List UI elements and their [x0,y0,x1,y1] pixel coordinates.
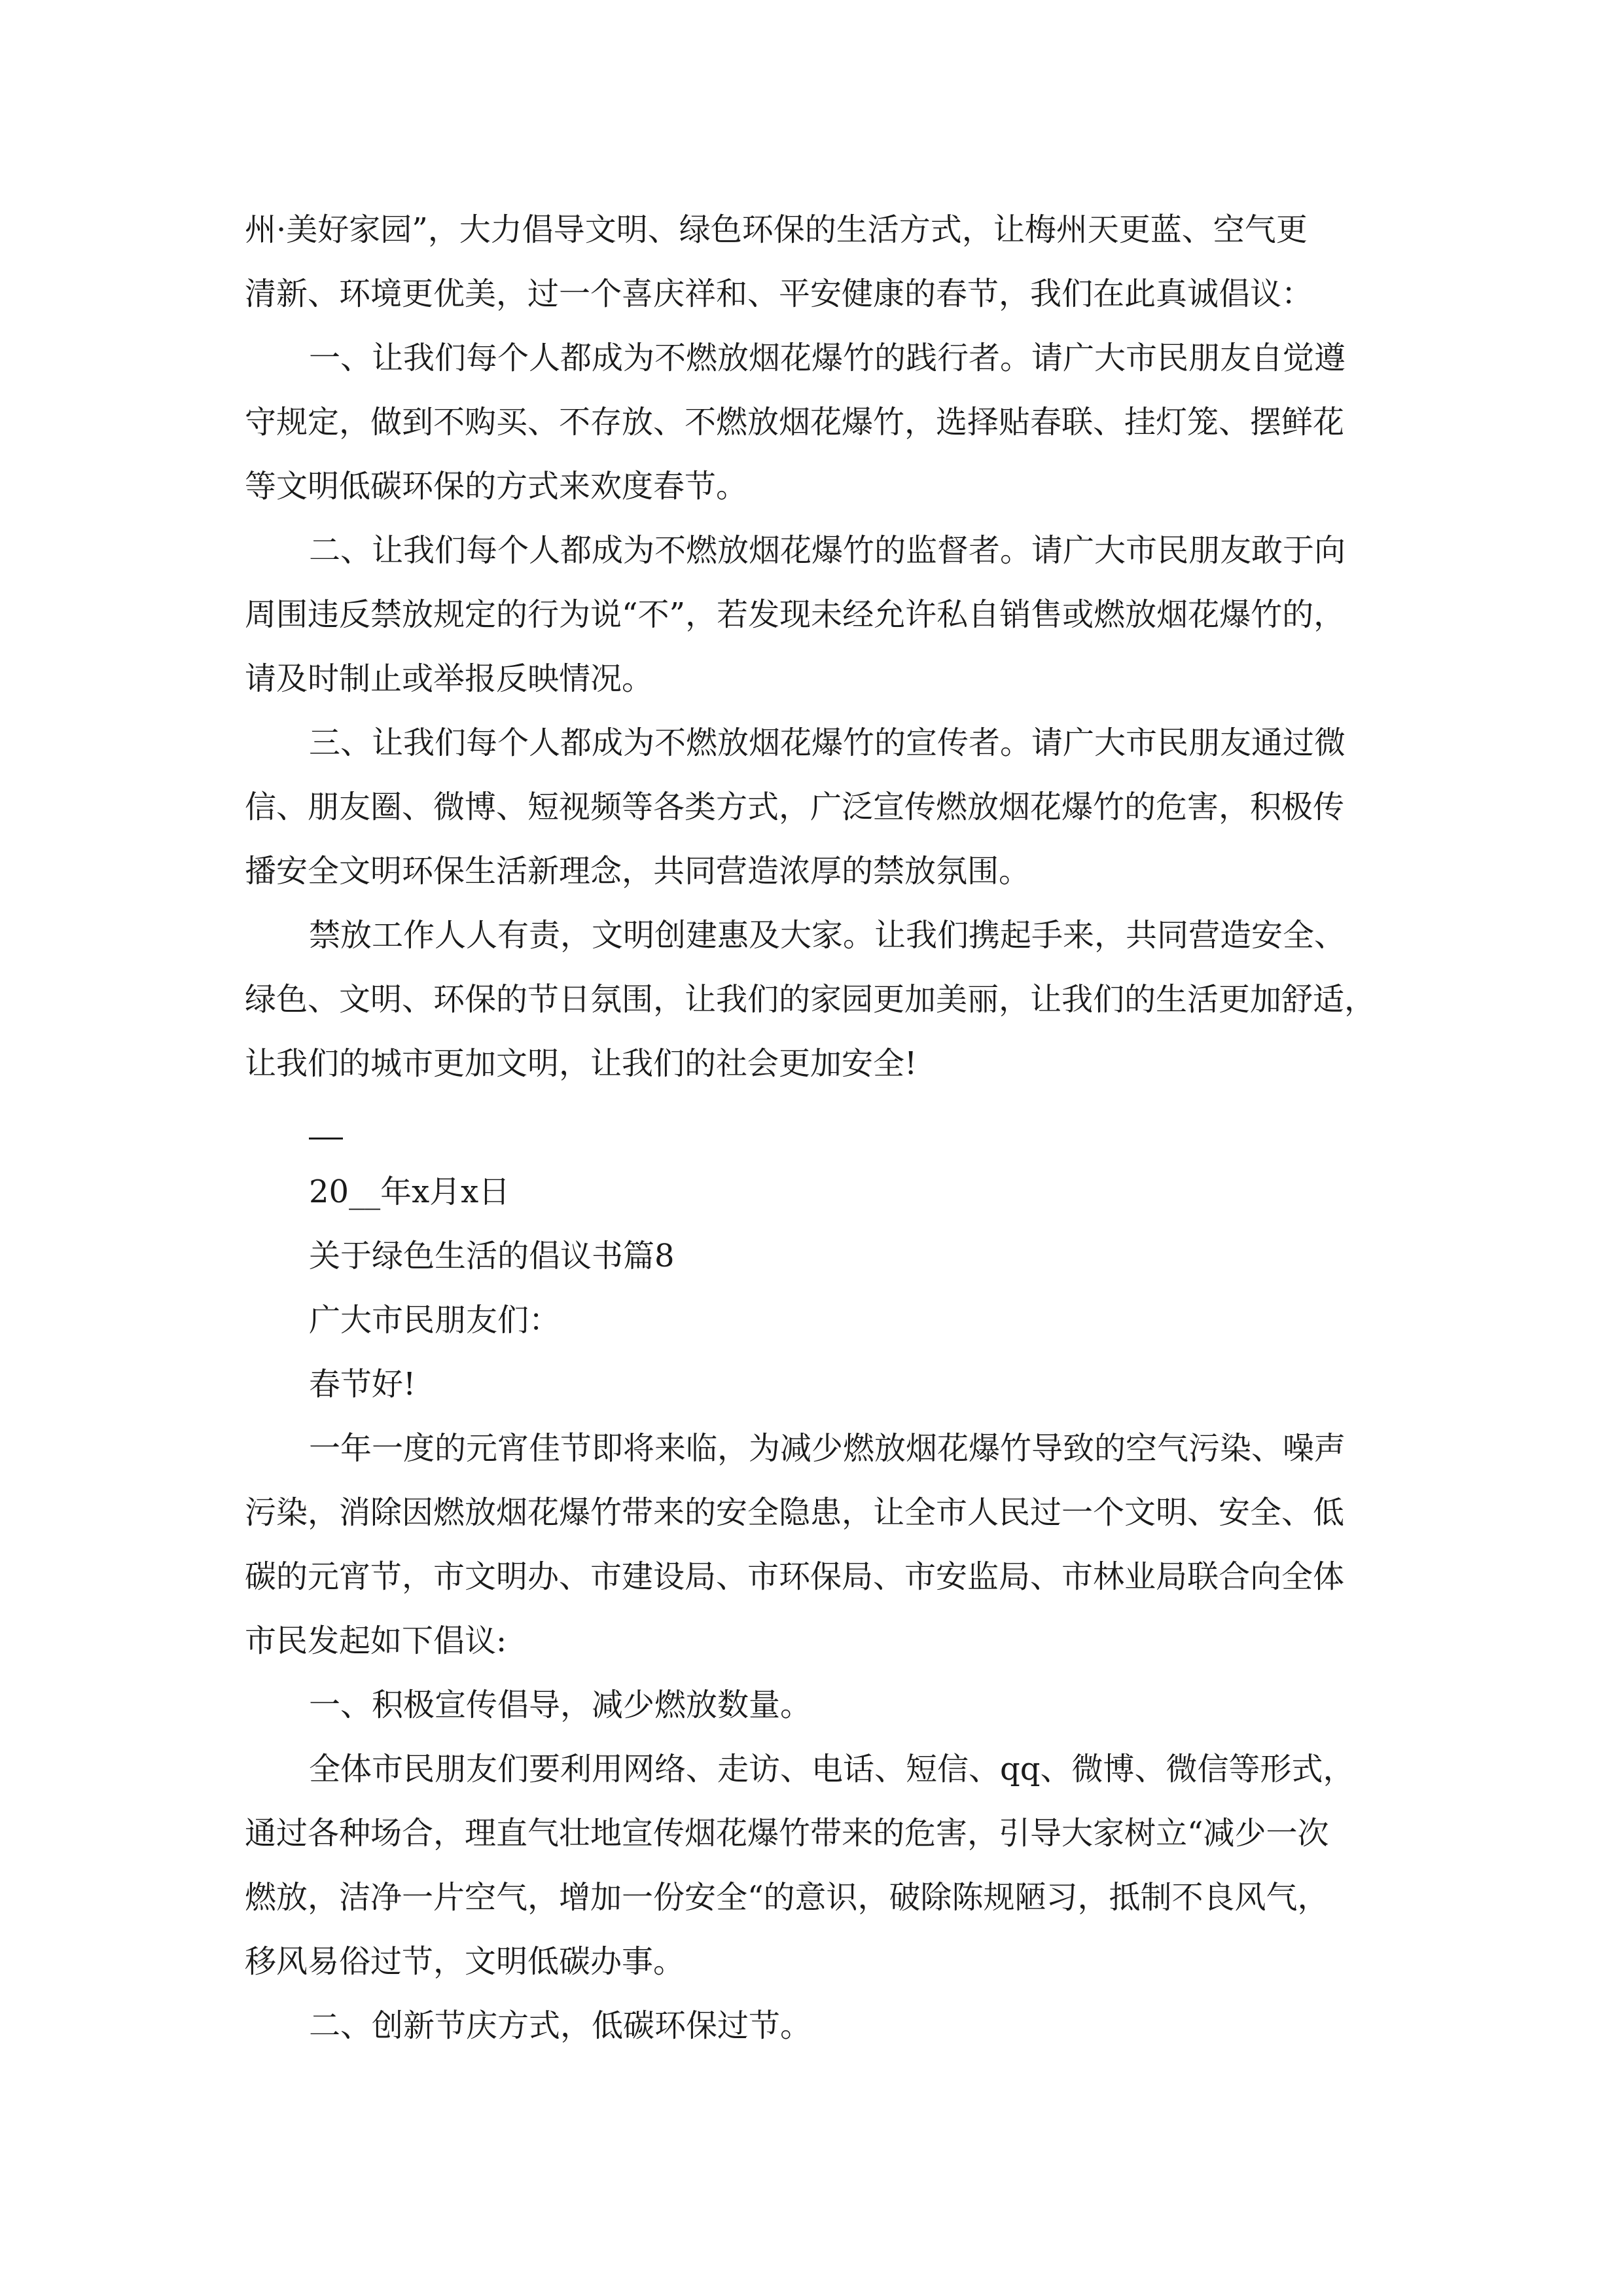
paragraph-line: 二、让我们每个人都成为不燃放烟花爆竹的监督者。请广大市民朋友敢于向 [309,532,1346,569]
paragraph-line: 碳的元宵节，市文明办、市建设局、市环保局、市安监局、市林业局联合向全体 [245,1558,1345,1595]
section-title: 关于绿色生活的倡议书篇8 [309,1238,675,1274]
paragraph-line: 请及时制止或举报反映情况。 [245,660,654,697]
paragraph-line: 守规定，做到不购买、不存放、不燃放烟花爆竹，选择贴春联、挂灯笼、摆鲜花 [245,404,1345,440]
paragraph-line: 信、朋友圈、微博、短视频等各类方式，广泛宣传燃放烟花爆竹的危害，积极传 [245,789,1345,825]
paragraph-line: 清新、环境更优美，过一个喜庆祥和、平安健康的春节，我们在此真诚倡议： [245,276,1313,312]
signature-dash [245,1096,1389,1160]
paragraph-line: 一年一度的元宵佳节即将来临，为减少燃放烟花爆竹导致的空气污染、噪声 [309,1430,1346,1467]
paragraph-line: 二、创新节庆方式，低碳环保过节。 [309,2007,812,2044]
paragraph-line: 通过各种场合，理直气壮地宣传烟花爆竹带来的危害，引导大家树立“减少一次 [245,1815,1329,1852]
salutation: 广大市民朋友们： [309,1302,561,1338]
paragraph-line: 禁放工作人人有责，文明创建惠及大家。让我们携起手来，共同营造安全、 [309,917,1346,954]
paragraph-line: 燃放，洁净一片空气，增加一份安全“的意识，破除陈规陋习，抵制不良风气， [245,1879,1329,1916]
paragraph-line: 全体市民朋友们要利用网络、走访、电话、短信、qq、微博、微信等形式， [309,1751,1355,1787]
paragraph-line: 等文明低碳环保的方式来欢度春节。 [245,468,748,505]
paragraph-line: 一、积极宣传倡导，减少燃放数量。 [309,1687,812,1723]
paragraph-line: 一、让我们每个人都成为不燃放烟花爆竹的践行者。请广大市民朋友自觉遵 [309,340,1346,376]
document-body [245,198,1389,2058]
paragraph-line: 市民发起如下倡议: [245,1623,507,1659]
paragraph-line: 州·美好家园”，大力倡导文明、绿色环保的生活方式，让梅州天更蓝、空气更 [245,211,1308,248]
paragraph-line: 播安全文明环保生活新理念，共同营造浓厚的禁放氛围。 [245,853,1031,889]
paragraph-line: 周围违反禁放规定的行为说“不”，若发现未经允许私自销售或燃放烟花爆竹的， [245,596,1346,633]
date-line: 20__年x月x日 [309,1174,510,1210]
paragraph-line: 污染，消除因燃放烟花爆竹带来的安全隐患，让全市人民过一个文明、安全、低 [245,1494,1345,1531]
paragraph-line: 绿色、文明、环保的节日氛围，让我们的家园更加美丽，让我们的生活更加舒适， [245,981,1376,1018]
paragraph-line: 移风易俗过节，文明低碳办事。 [245,1943,685,1980]
paragraph-line: 让我们的城市更加文明，让我们的社会更加安全! [245,1045,918,1082]
paragraph-line: 三、让我们每个人都成为不燃放烟花爆竹的宣传者。请广大市民朋友通过微 [309,725,1346,761]
greeting: 春节好! [309,1366,416,1403]
dash-mark [309,1138,343,1139]
